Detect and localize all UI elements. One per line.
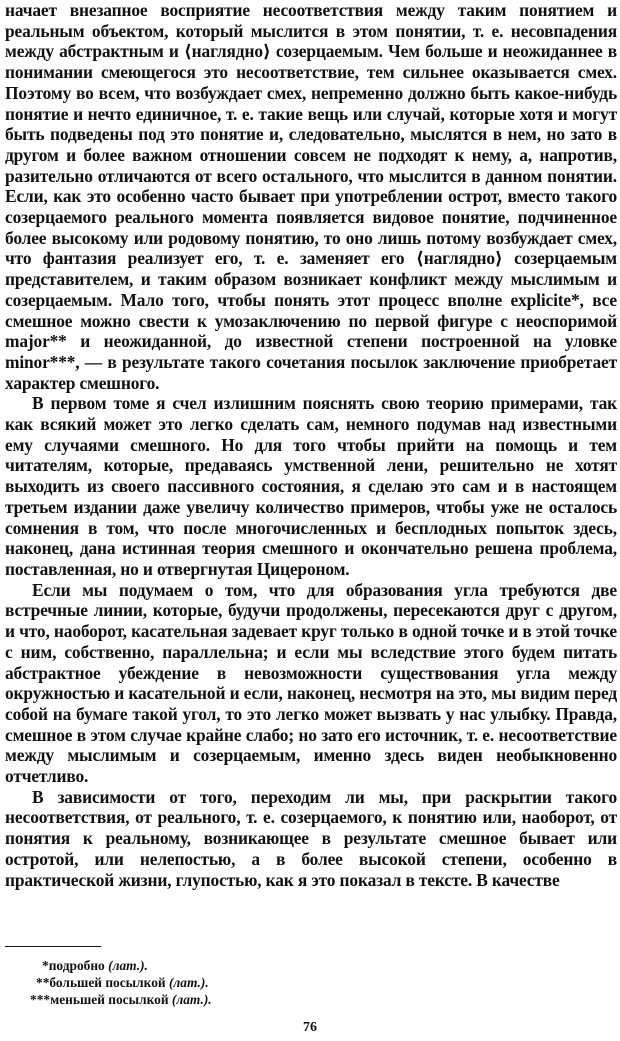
paragraph-2: В первом томе я счел излишним пояснять свою теорию примерами, так как всякий может это легко сделать сам, немного подумав над известными ему случаями смешного. Но для того чтобы прийти на помощь и тем читателям, которые, предаваясь умственной лени, решительно не хотят выходить из своего пассивного состояния, я сделаю это сам и в настоящем третьем издании даже увеличу количество примеров, чтобы уже не осталось сомнения в том, что после многочисленных и бесплодных попыток здесь, наконец, дана истинная теория смешного и окончательно решена проблема, поставленная, но и отвергнутая Цицероном. [5, 393, 617, 579]
footnote-mark: *** [30, 991, 51, 1007]
main-text [5, 0, 617, 890]
paragraph-4: В зависимости от того, переходим ли мы, при раскрытии такого несоответствия, от реального, т. е. созерцаемого, к понятию или, наоборот, от понятия к реальному, возникающее в результате смешное бывает или остротой, или нелепостью, а в более высокой степени, особенно в практической жизни, глупостью, как я это показал в тексте. В качестве [5, 786, 617, 890]
footnote-mark: ** [36, 974, 50, 990]
footnote-lang: (лат.). [168, 974, 209, 990]
footnote-1 [30, 958, 330, 975]
footnote-3 [30, 992, 330, 1009]
footnote-lang: (лат.). [171, 991, 212, 1007]
footnote-text: подробно [48, 958, 109, 973]
footnote-divider [5, 946, 101, 947]
paragraph-3: Если мы подумаем о том, что для образования угла требуются две встречные линии, которые, будучи продолжены, пересекаются друг с другом, и что, наоборот, касательная задевает круг только в одной точке и в этой точке с ним, собственно, параллельна; и если мы вследствие этого будем питать абстрактное убеждение в невозможности существования угла между окружностью и касательной и если, наконец, несмотря на это, мы видим перед собой на бумаге такой угол, то это легко может вызвать у нас улыбку. Правда, смешное в этом случае крайне слабо; но зато его источник, т. е. несоответствие между мыслимым и созерцаемым, именно здесь виден необыкновенно отчетливо. [5, 579, 617, 787]
footnote-lang: (лат.). [108, 958, 148, 973]
footnote-text: меньшей посылкой [50, 991, 172, 1007]
page-number: 76 [303, 1020, 317, 1035]
footnotes [30, 958, 330, 1008]
footnote-mark: * [42, 958, 49, 973]
paragraph-1: начает внезапное восприятие несоответствия между таким понятием и реальным объектом, который мыслится в этом понятии, т. е. несовпадения между абстрактным и ⟨наглядно⟩ созерцаемым. Чем больше и неожиданнее в понимании смеющегося это несоответствие, тем сильнее оказывается смех. Поэтому во всем, что возбуждает смех, непременно должно быть какое-нибудь понятие и нечто единичное, т. е. такие вещь или случай, которые хотя и могут быть подведены под это понятие и, следовательно, мыслятся в нем, но зато в другом и более важном отношении совсем не подходят к нему, а, напротив, разительно отличаются от всего остального, что мыслится в данном понятии. Если, как это особенно часто бывает при употреблении острот, вместо такого созерцаемого реального момента появляется видовое понятие, подчиненное более высокому или родовому понятию, то оно лишь потому возбуждает смех, что фантазия реализует его, т. е. заменяет его ⟨наглядно⟩ созерцаемым представителем, и таким образом возникает конфликт между мыслимым и созерцаемым. Мало того, чтобы понять этот процесс вполне explicite*, все смешное можно свести к умозаключению по первой фигуре с неоспоримой major** и неожиданной, до известной степени построенной на уловке minor***, — в результате такого сочетания посылок заключение приобретает характер смешного. [5, 0, 617, 393]
footnote-text: большей посылкой [49, 974, 169, 990]
footnote-2 [30, 975, 330, 992]
